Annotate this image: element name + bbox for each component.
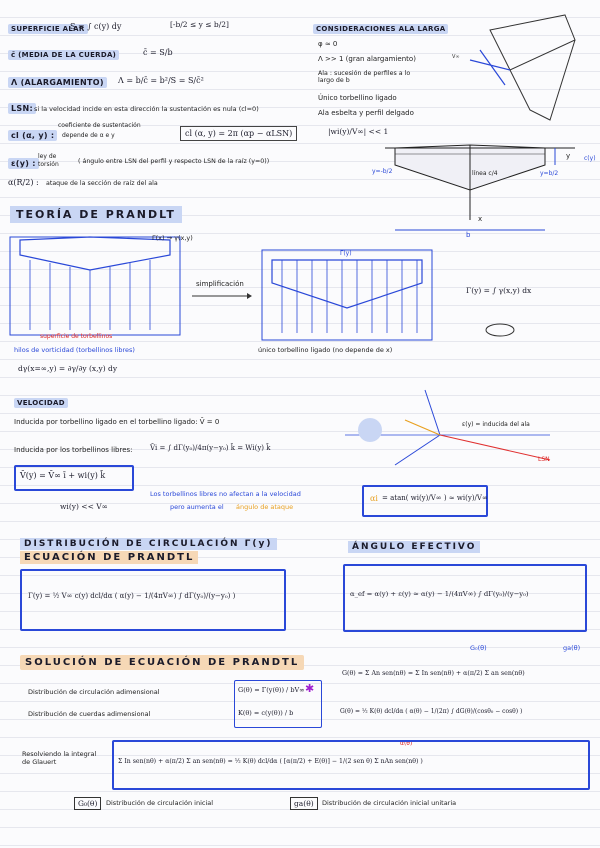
g-eq: G(θ) = Σ An sen(nθ) = Σ In sen(nθ) + α(π/2) Σ an sen(nθ)	[342, 670, 525, 677]
g0-legend: Distribución de circulación inicial	[106, 799, 214, 807]
alpha-eq-left: αi	[370, 494, 378, 503]
ga-label: ga(θ)	[563, 644, 581, 652]
vel-box-text: V̄(y) = V̄∞ ī + wi(y) k̄	[20, 471, 106, 480]
prandtl-eq: Γ(y) = ½ V∞ c(y) dcl/dα ( α(y) − 1/(4πV∞) ∫ dΓ(y₀)/(y−y₀) )	[28, 592, 236, 600]
g0-box: G₀(θ)	[74, 797, 101, 810]
final-box	[112, 740, 590, 790]
sup-range: [-b/2 ≤ y ≤ b/2]	[170, 20, 229, 29]
lsn-text: si la velocidad incide en esta dirección la sustentación es nula (cl=0)	[34, 105, 259, 113]
ey-text: ( ángulo entre LSN del perfil y respecto LSN de la raíz (y=0))	[78, 158, 270, 165]
circ-title2: ECUACIÓN DE PRANDTL	[20, 551, 198, 564]
vel-l2-formula: V̄i = ∫ dΓ(y₀)/4π(y−y₀) k̄ = Wi(y) k̄	[150, 444, 271, 452]
ey-label: ε(y) :	[8, 158, 39, 169]
dist2: Distribución de cuerdas adimensional	[28, 710, 151, 718]
gy-label: Γ(y)	[340, 250, 352, 257]
prandtl-title: TEORÍA DE PRANDLT	[10, 206, 182, 223]
prandtl-wing-right	[262, 248, 432, 343]
ey-label1: ley de	[38, 153, 57, 160]
simpl-label: simplificación	[196, 280, 244, 288]
sup-alar-label: SUPERFICIE ALAR	[8, 24, 88, 34]
ang-box	[343, 564, 587, 632]
ang-eq: α_ef = α(y) + ε(y) ≈ α(y) − 1/(4πV∞) ∫ dΓ(y₀)/(y−y₀)	[350, 590, 529, 598]
star-icon: ✱	[305, 682, 315, 695]
unico-label: único torbellino ligado (no depende de x)	[258, 346, 393, 354]
consid-item-2: Λ >> 1 (gran alargamiento)	[318, 55, 416, 63]
cmedia-formula: c̄ = S/b	[143, 48, 173, 57]
alpha-theta: α(θ)	[400, 740, 413, 747]
diag-text: ε(y) = inducida del ala	[462, 421, 530, 428]
cl-text1: coeficiente de sustentación	[58, 122, 141, 129]
planform-cy: c(y)	[584, 155, 596, 162]
airfoil-icon	[480, 320, 520, 340]
circ-title1: DISTRIBUCIÓN DE CIRCULACIÓN Γ(y)	[20, 538, 277, 550]
cl-text2: depende de α e y	[62, 132, 115, 139]
g0-label: G₀(θ)	[470, 644, 487, 652]
consid-item-5: Ala esbelta y perfil delgado	[318, 109, 414, 117]
vel-note1: Los torbellinos libres no afectan a la velocidad	[150, 490, 301, 498]
dist1: Distribución de circulación adimensional	[28, 688, 160, 696]
sol-title: SOLUCIÓN DE ECUACIÓN DE PRANDTL	[20, 655, 304, 670]
sup-formula: S = ∫ c(y) dy	[70, 22, 122, 31]
hilos-label: hilos de vorticidad (torbellinos libres)	[14, 346, 135, 354]
planform-b: b	[466, 231, 471, 239]
g2-eq: G(θ) = ½ K(θ) dcl/dα ( α(θ) − 1/(2π) ∫ dG(θ)/(cosθ₀ − cosθ) )	[340, 708, 523, 715]
simpl-arrow	[192, 292, 252, 300]
gamma-label: Γ(x) → γ(x,y)	[152, 234, 193, 242]
planform-lc4: línea c/4	[472, 170, 498, 177]
planform-y: y	[566, 152, 571, 160]
consid-item-1: φ ≈ 0	[318, 40, 338, 48]
dgamma-eq: dγ(x=∞,y) = ∂γ/∂y (x,y) dy	[18, 364, 118, 373]
vel-note2a: pero aumenta el	[170, 503, 224, 511]
k-def: K(θ) = c(y(θ)) / b	[238, 709, 294, 717]
cl-label: cl (α, y) :	[8, 130, 57, 141]
prandtl-wing-left	[10, 235, 180, 340]
vel-l2: Inducida por los torbellinos libres:	[14, 446, 133, 454]
vel-l1: Inducida por torbellino ligado en el torbellino ligado: V̄ = 0	[14, 418, 220, 426]
red-label: superficie de torbellinos	[40, 333, 113, 340]
planform-yb2r: y=b/2	[540, 170, 559, 177]
alarg-label: Λ (ALARGAMIENTO)	[8, 77, 107, 88]
vel-title: VELOCIDAD	[14, 398, 68, 408]
consid-item-3: Ala : sucesión de perfiles a lo largo de b	[318, 70, 411, 84]
wi-note: wi(y) << V∞	[60, 502, 108, 511]
g-def: G(θ) = Γ(y(θ)) / bV∞	[238, 686, 305, 694]
ang-title: ÁNGULO EFECTIVO	[348, 541, 480, 553]
ar-label: α(R/2) :	[8, 178, 39, 187]
svg-text:V∞: V∞	[452, 54, 460, 60]
planform-x: x	[478, 215, 483, 223]
alpha-eq: = atan( wi(y)/V∞ ) ≈ wi(y)/V∞	[382, 494, 488, 502]
cmedia-label: c̄ (MEDIA DE LA CUERDA)	[8, 50, 119, 60]
ga-legend: Distribución de circulación inicial unitaria	[322, 799, 457, 807]
diag-lsn: LSN	[538, 456, 550, 463]
final-eq: Σ In sen(nθ) + α(π/2) Σ an sen(nθ) = ½ K(θ) dcl/dα ( [α(π/2) + E(θ)] − 1/(2 sen θ) Σ nAn sen(nθ) )	[118, 758, 423, 765]
consid-title: CONSIDERACIONES ALA LARGA	[313, 24, 448, 34]
vel-note2b: ángulo de ataque	[236, 503, 294, 511]
gamma-eq: Γ(y) = ∫ γ(x,y) dx	[466, 286, 532, 295]
planform-sketch	[365, 140, 585, 240]
resolv-label: Resolviendo la integral de Glauert	[22, 750, 97, 766]
consid-ineq: |wi(y)/V∞| << 1	[328, 127, 389, 136]
planform-yb2: y=-b/2	[372, 168, 393, 175]
wing-3d-sketch	[450, 10, 590, 130]
ey-label2: torsión	[38, 161, 59, 168]
lsn-label: LSN:	[8, 103, 36, 114]
alarg-formula: Λ = b/c̄ = b²/S = S/c̄²	[118, 76, 204, 85]
ga-box: ga(θ)	[290, 797, 318, 810]
prandtl-eq-box	[20, 569, 286, 631]
cl-formula: cl (α, y) = 2π (αp − αLSN)	[180, 126, 297, 141]
consid-item-4: Único torbellino ligado	[318, 94, 397, 102]
ar-text: ataque de la sección de raíz del ala	[46, 180, 158, 187]
